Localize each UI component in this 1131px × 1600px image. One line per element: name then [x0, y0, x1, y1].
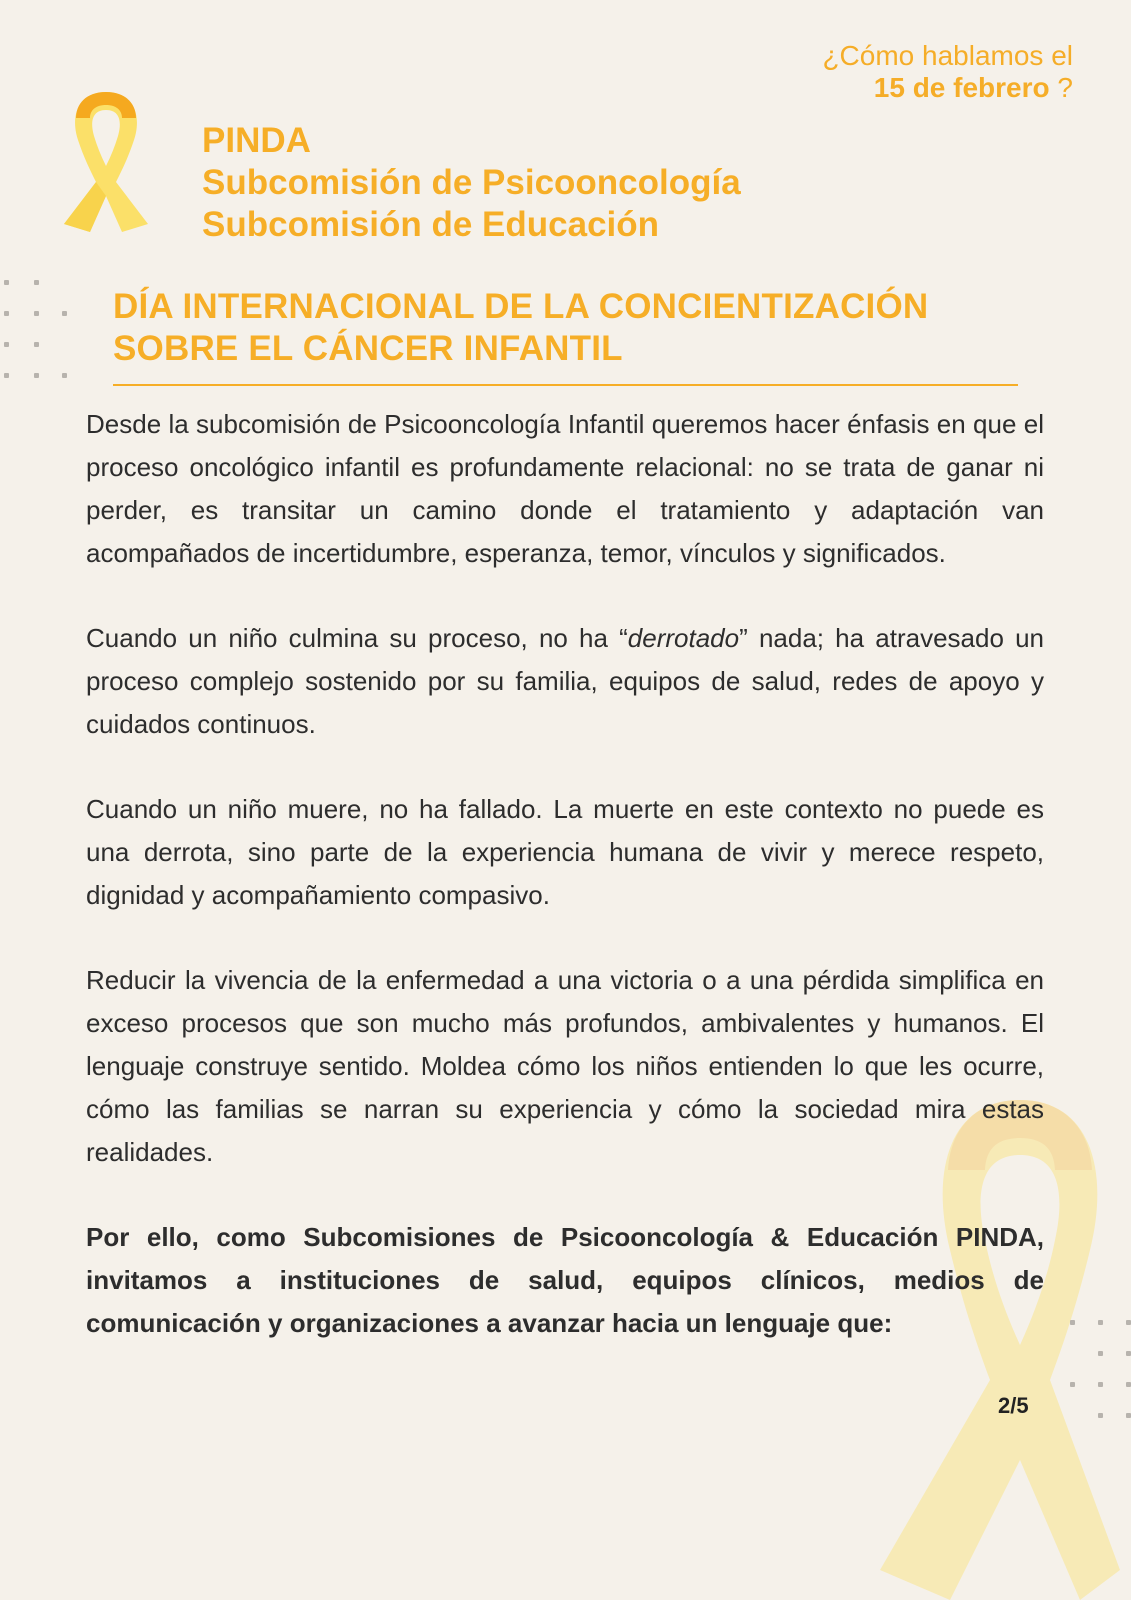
title-divider [113, 384, 1018, 386]
tagline-date: 15 de febrero [873, 72, 1050, 103]
body-text [86, 403, 1044, 1345]
tagline-question-mark: ? [1049, 72, 1073, 103]
paragraph-4: Reducir la vivencia de la enfermedad a una victoria o a una pérdida simplifica en exceso procesos que son mucho más profundos, ambivalentes y humanos. El lenguaje construye sentido. Moldea cómo los niños entienden lo que les ocurre, cómo las familias se narran su experiencia y cómo la sociedad mira estas realidades. [86, 965, 1044, 1167]
header-tagline [822, 40, 1073, 104]
paragraph-3: Cuando un niño muere, no ha fallado. La muerte en este contexto no puede es una derrota, sino parte de la experiencia humana de vivir y merece respeto, dignidad y acompañamiento compasivo. [86, 794, 1044, 910]
page-number: 2/5 [998, 1393, 1029, 1418]
organization-block [202, 120, 741, 246]
tagline-line1: ¿Cómo hablamos el [822, 40, 1073, 71]
paragraph-2 [86, 617, 1044, 746]
page-title [113, 286, 1033, 370]
org-name: PINDA [202, 121, 311, 160]
paragraph-2-end: ” nada; ha atravesado un proceso complejo sostenido por su familia, equipos de salud, redes de apoyo y cuidados continuos. [86, 623, 1044, 739]
paragraph-2-emphasis: derrotado [627, 623, 740, 653]
paragraph-1: Desde la subcomisión de Psicooncología Infantil queremos hacer énfasis en que el proceso oncológico infantil es profundamente relacional: no se trata de ganar ni perder, es transitar un camino donde el tratamiento y adaptación van acompañados de incertidumbre, esperanza, temor, vínculos y significados. [86, 409, 1044, 568]
title-line1: DÍA INTERNACIONAL DE LA CONCIENTIZACIÓN [113, 287, 929, 326]
title-line2: SOBRE EL CÁNCER INFANTIL [113, 329, 623, 368]
paragraph-5: Por ello, como Subcomisiones de Psicooncología & Educación PINDA, invitamos a instituciones de salud, equipos clínicos, medios de comunicación y organizaciones a avanzar hacia un lenguaje que: [86, 1222, 1044, 1338]
tagline-line2 [822, 72, 1073, 104]
org-subcommission-2: Subcomisión de Educación [202, 205, 660, 244]
gold-ribbon-icon [60, 78, 152, 238]
org-subcommission-1: Subcomisión de Psicooncología [202, 163, 741, 202]
paragraph-2-start: Cuando un niño culmina su proceso, no ha “ [86, 623, 628, 653]
